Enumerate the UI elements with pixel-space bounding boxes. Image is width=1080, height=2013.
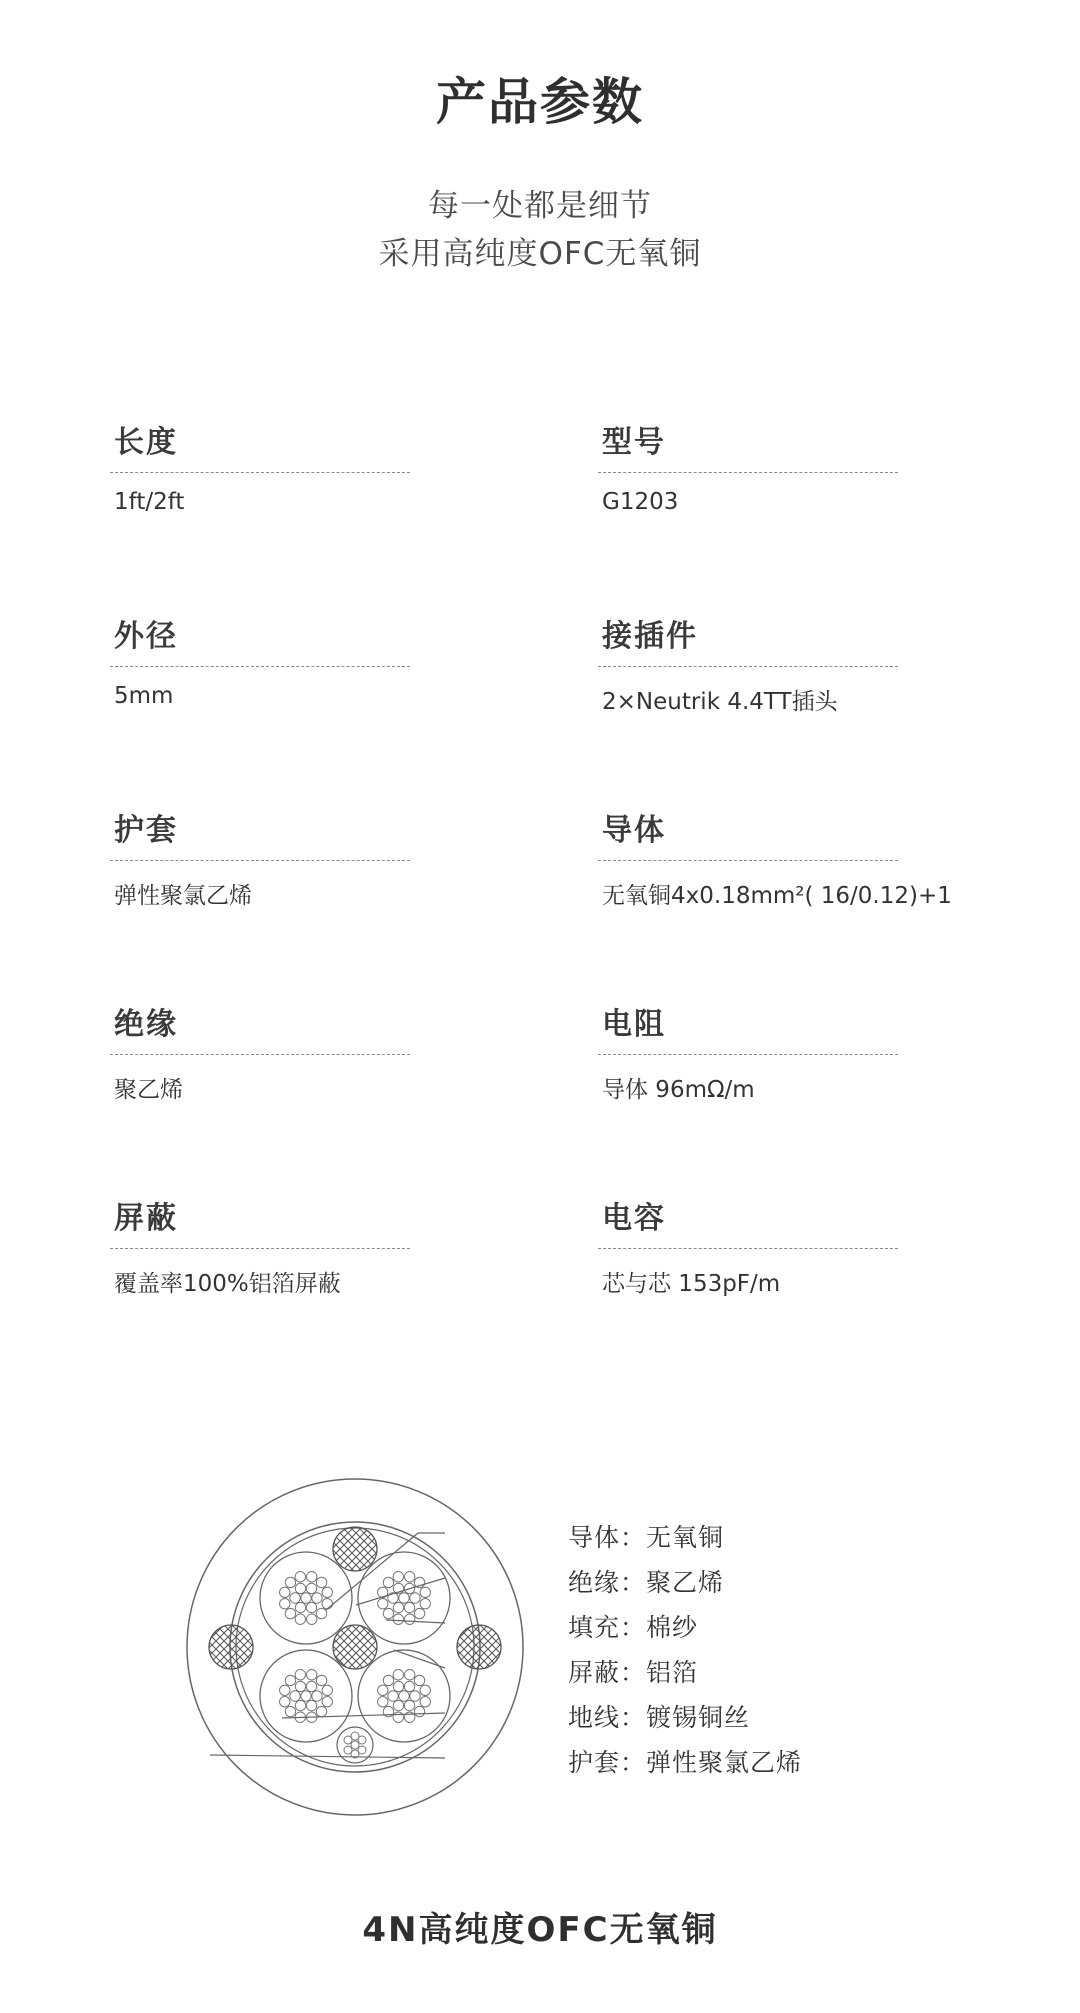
- copper-strand: [393, 1572, 403, 1582]
- copper-strand: [383, 1675, 393, 1685]
- copper-strand: [322, 1587, 332, 1597]
- dashed-divider: [110, 1054, 410, 1055]
- legend-conductor: 导体：无氧铜: [568, 1523, 725, 1552]
- copper-strand: [280, 1696, 290, 1706]
- copper-strand: [312, 1691, 322, 1701]
- copper-strand: [414, 1675, 424, 1685]
- legend-shield: 屏蔽：铝箔: [568, 1658, 699, 1687]
- copper-strand: [404, 1572, 414, 1582]
- copper-strand: [393, 1700, 403, 1710]
- spec-resistance: [598, 1002, 898, 1104]
- copper-strand: [399, 1691, 409, 1701]
- copper-strand: [410, 1691, 420, 1701]
- copper-strand: [285, 1706, 295, 1716]
- dashed-divider: [110, 860, 410, 861]
- spec-capacitance: [598, 1196, 898, 1298]
- spec-label: 型号: [602, 425, 666, 460]
- copper-strand: [316, 1577, 326, 1587]
- copper-strand: [410, 1593, 420, 1603]
- copper-strand: [383, 1577, 393, 1587]
- copper-strand: [420, 1587, 430, 1597]
- spec-jacket: [110, 808, 410, 910]
- copper-strand: [306, 1614, 316, 1624]
- spec-value: 弹性聚氯乙烯: [114, 883, 252, 909]
- copper-strand: [378, 1598, 388, 1608]
- legend-insulation: 绝缘：聚乙烯: [568, 1568, 725, 1597]
- dashed-divider: [598, 472, 898, 473]
- ground-strand: [351, 1741, 359, 1749]
- copper-strand: [316, 1706, 326, 1716]
- spec-value: 芯与芯 153pF/m: [602, 1271, 781, 1297]
- copper-strand: [306, 1583, 316, 1593]
- copper-strand: [295, 1602, 305, 1612]
- legend-jacket: 护套：弹性聚氯乙烯: [568, 1748, 803, 1777]
- filler-circle: [333, 1625, 377, 1669]
- copper-strand: [322, 1598, 332, 1608]
- subtitle-line-1: 每一处都是细节: [428, 188, 652, 224]
- copper-strand: [393, 1670, 403, 1680]
- copper-strand: [306, 1681, 316, 1691]
- copper-strand: [306, 1670, 316, 1680]
- spec-length: [110, 420, 410, 515]
- copper-strand: [404, 1602, 414, 1612]
- spec-shield: [110, 1196, 410, 1298]
- copper-strand: [295, 1681, 305, 1691]
- spec-value: 2×Neutrik 4.4TT插头: [602, 689, 838, 715]
- filler-circle: [333, 1527, 377, 1571]
- copper-strand: [420, 1685, 430, 1695]
- spec-label: 外径: [114, 619, 178, 654]
- copper-strand: [306, 1602, 316, 1612]
- copper-strand: [295, 1583, 305, 1593]
- spec-connector: [598, 614, 898, 716]
- copper-strand: [316, 1675, 326, 1685]
- copper-strand: [290, 1691, 300, 1701]
- legend-ground-wire: 地线：镀锡铜丝: [568, 1703, 751, 1732]
- copper-strand: [295, 1700, 305, 1710]
- ground-strand: [351, 1732, 359, 1740]
- copper-strand: [285, 1577, 295, 1587]
- spec-insulation: [110, 1002, 410, 1104]
- spec-outer-diameter: [110, 614, 410, 709]
- dashed-divider: [110, 1248, 410, 1249]
- spec-model: [598, 420, 898, 515]
- copper-strand: [393, 1602, 403, 1612]
- spec-label: 接插件: [602, 619, 698, 654]
- copper-strand: [285, 1608, 295, 1618]
- copper-strand: [301, 1593, 311, 1603]
- copper-strand: [280, 1685, 290, 1695]
- copper-strand: [290, 1593, 300, 1603]
- copper-strand: [295, 1614, 305, 1624]
- copper-strand: [404, 1681, 414, 1691]
- legend-filler: 填充：棉纱: [568, 1613, 699, 1642]
- copper-strand: [295, 1670, 305, 1680]
- copper-strand: [285, 1675, 295, 1685]
- spec-label: 护套: [114, 813, 178, 848]
- copper-strand: [404, 1670, 414, 1680]
- copper-strand: [393, 1614, 403, 1624]
- filler-circle: [209, 1625, 253, 1669]
- spec-value: 覆盖率100%铝箔屏蔽: [114, 1271, 341, 1297]
- copper-strand: [393, 1712, 403, 1722]
- copper-strand: [306, 1700, 316, 1710]
- leader-line: [210, 1755, 445, 1758]
- spec-label: 电容: [602, 1201, 666, 1236]
- copper-strand: [420, 1598, 430, 1608]
- spec-value: 聚乙烯: [114, 1077, 183, 1103]
- copper-strand: [322, 1696, 332, 1706]
- dashed-divider: [598, 666, 898, 667]
- spec-label: 长度: [114, 425, 178, 460]
- footer-caption: 4N高纯度OFC无氧铜: [362, 1910, 718, 1950]
- dashed-divider: [110, 666, 410, 667]
- copper-strand: [399, 1593, 409, 1603]
- copper-strand: [295, 1572, 305, 1582]
- cotton-fillers: [209, 1527, 501, 1669]
- page-title: 产品参数: [436, 73, 644, 131]
- copper-strand: [404, 1614, 414, 1624]
- copper-strand: [378, 1685, 388, 1695]
- copper-strand: [306, 1572, 316, 1582]
- copper-strand: [404, 1700, 414, 1710]
- spec-value: G1203: [602, 489, 679, 515]
- copper-strand: [280, 1587, 290, 1597]
- dashed-divider: [598, 860, 898, 861]
- spec-value: 无氧铜4x0.18mm²( 16/0.12)+1: [602, 883, 952, 909]
- dashed-divider: [598, 1248, 898, 1249]
- copper-strand: [388, 1691, 398, 1701]
- dashed-divider: [598, 1054, 898, 1055]
- spec-label: 电阻: [602, 1007, 666, 1042]
- copper-strand: [316, 1608, 326, 1618]
- spec-label: 导体: [602, 813, 666, 848]
- copper-strand: [420, 1696, 430, 1706]
- spec-label: 绝缘: [114, 1007, 178, 1042]
- copper-strand: [414, 1608, 424, 1618]
- filler-circle: [457, 1625, 501, 1669]
- copper-strand: [393, 1681, 403, 1691]
- spec-value: 导体 96mΩ/m: [602, 1077, 755, 1103]
- subtitle-line-2: 采用高纯度OFC无氧铜: [378, 236, 702, 272]
- dashed-divider: [110, 472, 410, 473]
- copper-strand: [378, 1696, 388, 1706]
- spec-label: 屏蔽: [114, 1201, 178, 1236]
- copper-strand: [312, 1593, 322, 1603]
- copper-strand: [383, 1608, 393, 1618]
- copper-strand: [301, 1691, 311, 1701]
- copper-strand: [414, 1706, 424, 1716]
- spec-value: 5mm: [114, 683, 174, 709]
- spec-value: 1ft/2ft: [114, 489, 185, 515]
- copper-strand: [322, 1685, 332, 1695]
- copper-strand: [280, 1598, 290, 1608]
- spec-conductor: [598, 808, 952, 910]
